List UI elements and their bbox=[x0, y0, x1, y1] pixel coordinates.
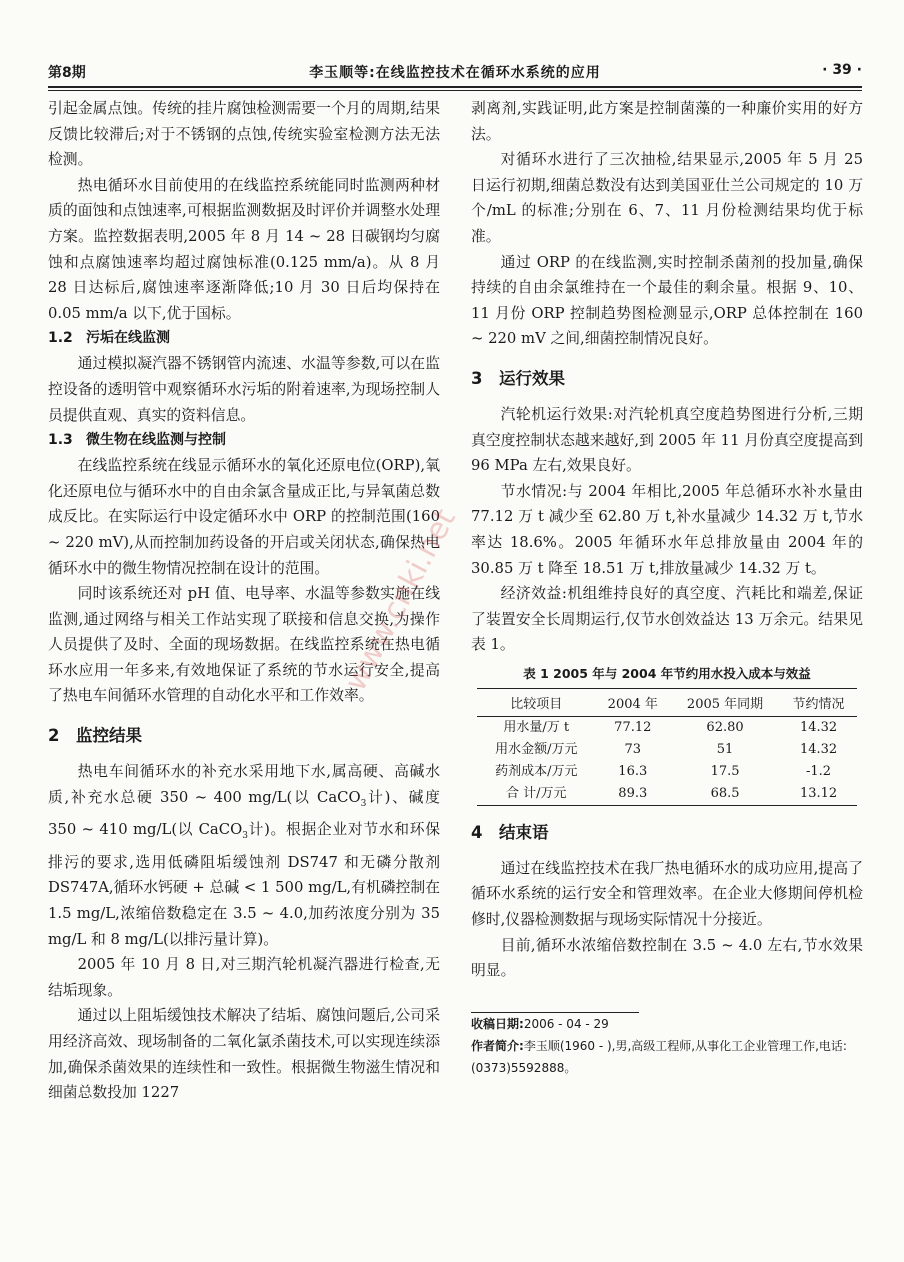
table-cell: 51 bbox=[716, 741, 734, 757]
savings-table bbox=[477, 688, 857, 806]
running-header bbox=[48, 58, 862, 86]
table-cell: 68.5 bbox=[710, 785, 740, 801]
subsection-heading bbox=[48, 428, 440, 453]
subsection-title: 污垢在线监测 bbox=[86, 330, 170, 347]
table-row bbox=[477, 739, 857, 761]
paragraph: 同时该系统还对 pH 值、电导率、水温等参数实施在线监测,通过网络与相关工作站实现了联接和信息交换,为操作人员提供了及时、全面的现场数据。在线监控系统在热电循环水应用一年多来,有效地保证了系统的节水运行安全,提高了热电车间循环水管理的自动化水平和工作效率。 bbox=[48, 585, 440, 705]
subsection-heading bbox=[48, 326, 440, 351]
subscript: 3 bbox=[242, 831, 248, 842]
table-row bbox=[477, 761, 857, 783]
paragraph: 经济效益:机组维持良好的真空度、汽耗比和端差,保证了装置安全长周期运行,仅节水创效益达 13 万余元。结果见表 1。 bbox=[471, 585, 863, 654]
header-rule-thin bbox=[48, 90, 862, 91]
issue-number: 第8期 bbox=[48, 65, 86, 81]
table-cell: 用水量/万 t bbox=[503, 719, 570, 735]
section-title: 监控结果 bbox=[76, 726, 142, 746]
paragraph: 引起金属点蚀。传统的挂片腐蚀检测需要一个月的周期,结果反馈比较滞后;对于不锈钢的点蚀,传统实验室检测方法无法检测。 bbox=[48, 100, 440, 169]
section-title: 结束语 bbox=[499, 822, 549, 842]
paragraph: 目前,循环水浓缩倍数控制在 3.5 ~ 4.0 左右,节水效果明显。 bbox=[471, 936, 863, 980]
table-header: 2004 年 bbox=[596, 688, 670, 716]
table-header-row bbox=[477, 688, 857, 716]
paragraph: 通过模拟凝汽器不锈钢管内流速、水温等参数,可以在监控设备的透明管中观察循环水污垢的附着速率,为现场控制人员提供直观、真实的资料信息。 bbox=[48, 355, 440, 424]
paragraph: 在线监控系统在线显示循环水的氧化还原电位(ORP),氧化还原电位与循环水中的自由余氯含量成正比,与异氧菌总数成反比。在实际运行中设定循环水中 ORP 的控制范围(160 ~ 220 mV),从而控制加药设备的开启或关闭状态,确保热电循环水中的微生物情况控制在设计的范围。 bbox=[48, 457, 440, 577]
section-title: 运行效果 bbox=[499, 368, 565, 388]
table-cell: 62.80 bbox=[706, 719, 744, 735]
table-cell: 药剂成本/万元 bbox=[495, 763, 578, 779]
footnote-author bbox=[471, 1035, 863, 1079]
paragraph: 2005 年 10 月 8 日,对三期汽轮机凝汽器进行检查,无结垢现象。 bbox=[48, 956, 440, 999]
footnote-label: 收稿日期: bbox=[471, 1016, 524, 1031]
paragraph: 热电循环水目前使用的在线监控系统能同时监测两种材质的面蚀和点蚀速率,可根据监测数据及时评价并调整水处理方案。监控数据表明,2005 年 8 月 14 ~ 28 日碳钢均匀腐蚀和点腐蚀速率均超过腐蚀标准(0.125 mm/a)。从 8 月 28 日达标后,腐蚀速率逐渐降低;10 月 30 日后均保持在 0.05 mm/a 以下,优于国标。 bbox=[48, 176, 440, 322]
table-cell: 17.5 bbox=[710, 763, 740, 779]
section-number: 3 bbox=[471, 368, 483, 388]
header-rule bbox=[48, 86, 862, 88]
subsection-title: 微生物在线监测与控制 bbox=[86, 432, 226, 449]
running-title: 李玉顺等:在线监控技术在循环水系统的应用 bbox=[309, 65, 601, 81]
table-row bbox=[477, 716, 857, 739]
paragraph: 通过以上阻垢缓蚀技术解决了结垢、腐蚀问题后,公司采用经济高效、现场制备的二氧化氯杀菌技术,可以实现连续添加,确保杀菌效果的连续性和一致性。根据微生物滋生情况和细菌总数投加 1227 bbox=[48, 1007, 440, 1102]
table-cell: 合 计/万元 bbox=[506, 785, 567, 801]
section-number: 2 bbox=[48, 726, 60, 746]
author-bio: 李玉顺(1960 - ),男,高级工程师,从事化工企业管理工作,电话:(0373)5592888。 bbox=[471, 1038, 847, 1075]
footnote-received bbox=[471, 1013, 863, 1035]
paragraph: 通过 ORP 的在线监测,实时控制杀菌剂的投加量,确保持续的自由余氯维持在一个最佳的剩余量。根据 9、10、11 月份 ORP 控制趋势图检测显示,ORP 总体控制在 160 ~ 220 mV 之间,细菌控制情况良好。 bbox=[471, 253, 863, 348]
table-header: 2005 年同期 bbox=[670, 688, 780, 716]
paragraph: 剥离剂,实践证明,此方案是控制菌藻的一种廉价实用的好方法。 bbox=[471, 100, 863, 143]
table-cell: 13.12 bbox=[799, 785, 838, 801]
table-cell: 用水金额/万元 bbox=[495, 741, 578, 757]
table-cell: -1.2 bbox=[806, 763, 832, 779]
table-caption: 表 1 2005 年与 2004 年节约用水投入成本与效益 bbox=[523, 665, 811, 681]
watermark: www.cnki.net bbox=[337, 503, 463, 697]
paragraph: 汽轮机运行效果:对汽轮机真空度趋势图进行分析,三期真空度控制状态越来越好,到 2005 年 11 月份真空度提高到 96 MPa 左右,效果良好。 bbox=[471, 405, 863, 475]
section-number: 4 bbox=[471, 822, 483, 842]
table-cell: 14.32 bbox=[799, 741, 838, 757]
table-header: 节约情况 bbox=[780, 688, 857, 716]
table-cell: 14.32 bbox=[799, 719, 838, 735]
paragraph-text: 计)。根据企业对节水和环保排污的要求,选用低磷阻垢缓蚀剂 DS747 和无磷分散剂 DS747A,循环水钙硬 + 总碱 < 1 500 mg/L,有机磷控制在 1.5 mg/L,浓缩倍数稳定在 3.5 ~ 4.0,加药浓度分别为 35 mg/L 和 8 mg/L(以排污量计算)。 bbox=[48, 821, 440, 948]
section-heading bbox=[48, 723, 440, 749]
table-cell: 77.12 bbox=[614, 719, 652, 735]
received-date: 2006 - 04 - 29 bbox=[523, 1016, 609, 1031]
table-cell: 16.3 bbox=[618, 763, 648, 779]
table-cell: 73 bbox=[624, 741, 642, 757]
paragraph-text: 计)、碱度 350 ~ 410 mg/L(以 CaCO bbox=[48, 788, 440, 839]
subsection-number: 1.3 bbox=[48, 432, 73, 449]
table-cell: 89.3 bbox=[618, 785, 648, 801]
section-heading bbox=[471, 366, 863, 392]
subscript: 3 bbox=[360, 798, 367, 809]
right-column bbox=[471, 96, 863, 1079]
paragraph-text: 热电车间循环水的补充水采用地下水,属高硬、高碱水质,补充水总硬 350 ~ 400 mg/L(以 CaCO bbox=[48, 763, 440, 806]
paragraph: 通过在线监控技术在我厂热电循环水的成功应用,提高了循环水系统的运行安全和管理效率。在企业大修期间停机检修时,仪器检测数据与现场实际情况十分接近。 bbox=[471, 859, 863, 929]
table-header: 比较项目 bbox=[477, 688, 596, 716]
subsection-number: 1.2 bbox=[48, 330, 73, 347]
page-number: · 39 · bbox=[822, 62, 862, 78]
footnote-label: 作者简介: bbox=[471, 1038, 524, 1053]
paragraph: 节水情况:与 2004 年相比,2005 年总循环水补水量由 77.12 万 t 减少至 62.80 万 t,补水量减少 14.32 万 t,节水率达 18.6%。2005 年循环水年总排放量由 2004 年的 30.85 万 t 降至 18.51 万 t,排放量减少 14.32 万 t。 bbox=[471, 482, 863, 577]
section-heading bbox=[471, 820, 863, 846]
paragraph: 对循环水进行了三次抽检,结果显示,2005 年 5 月 25 日运行初期,细菌总数没有达到美国亚仕兰公司规定的 10 万个/mL 的标准;分别在 6、7、11 月份检测结果均优于标准。 bbox=[471, 151, 863, 245]
table-row bbox=[477, 783, 857, 806]
paragraph bbox=[48, 759, 440, 952]
left-column bbox=[48, 96, 440, 1106]
